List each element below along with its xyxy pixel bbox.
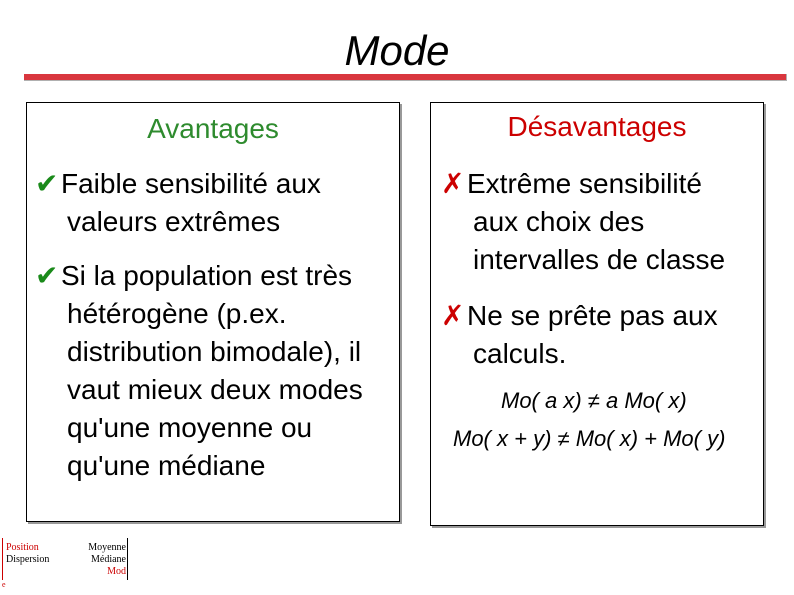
disadvantage-line: calculs. [473,338,567,369]
legend-divider [2,538,3,580]
check-icon: ✔ [35,168,59,199]
legend-corner-text: e [2,580,6,589]
check-icon: ✔ [35,260,59,291]
disadvantages-panel [430,102,764,526]
formula-scaling: Mo( a x) ≠ a Mo( x) [501,388,687,413]
title-underline [24,74,787,81]
disadvantage-line: Extrême sensibilité [467,168,702,199]
cross-icon: ✗ [441,300,465,331]
disadvantages-heading: Désavantages [507,111,687,142]
disadvantage-line: aux choix des [473,206,645,237]
disadvantage-line: intervalles de classe [473,244,726,275]
advantage-line: Faible sensibilité aux [61,168,321,199]
advantage-line: qu'une moyenne ou [67,412,313,443]
disadvantage-item [441,297,718,373]
advantage-item [35,257,363,485]
disadvantage-item [441,165,725,279]
formula-additivity: Mo( x + y) ≠ Mo( x) + Mo( y) [453,426,726,451]
advantage-line: vaut mieux deux modes [67,374,363,405]
advantage-item [35,165,321,241]
cross-icon: ✗ [441,168,465,199]
legend-link-mediane[interactable]: Médiane [91,554,126,565]
legend-divider [127,538,128,580]
advantages-panel [26,102,400,522]
legend-link-dispersion[interactable]: Dispersion [6,554,50,565]
legend-left-column [6,542,49,566]
slide-title: Mode [344,27,450,74]
advantage-line: hétérogène (p.ex. [67,298,287,329]
legend-link-position[interactable]: Position [6,542,39,553]
legend-link-mode[interactable]: Mod [107,566,126,577]
advantage-line: Si la population est très [61,260,353,291]
disadvantage-line: Ne se prête pas aux [467,300,718,331]
advantages-heading: Avantages [147,113,279,144]
legend-right-column [88,542,126,578]
advantage-line: qu'une médiane [67,450,266,481]
nav-legend [2,538,128,580]
advantage-line: valeurs extrêmes [67,206,281,237]
advantage-line: distribution bimodale), il [67,336,362,367]
legend-link-moyenne[interactable]: Moyenne [88,542,126,553]
